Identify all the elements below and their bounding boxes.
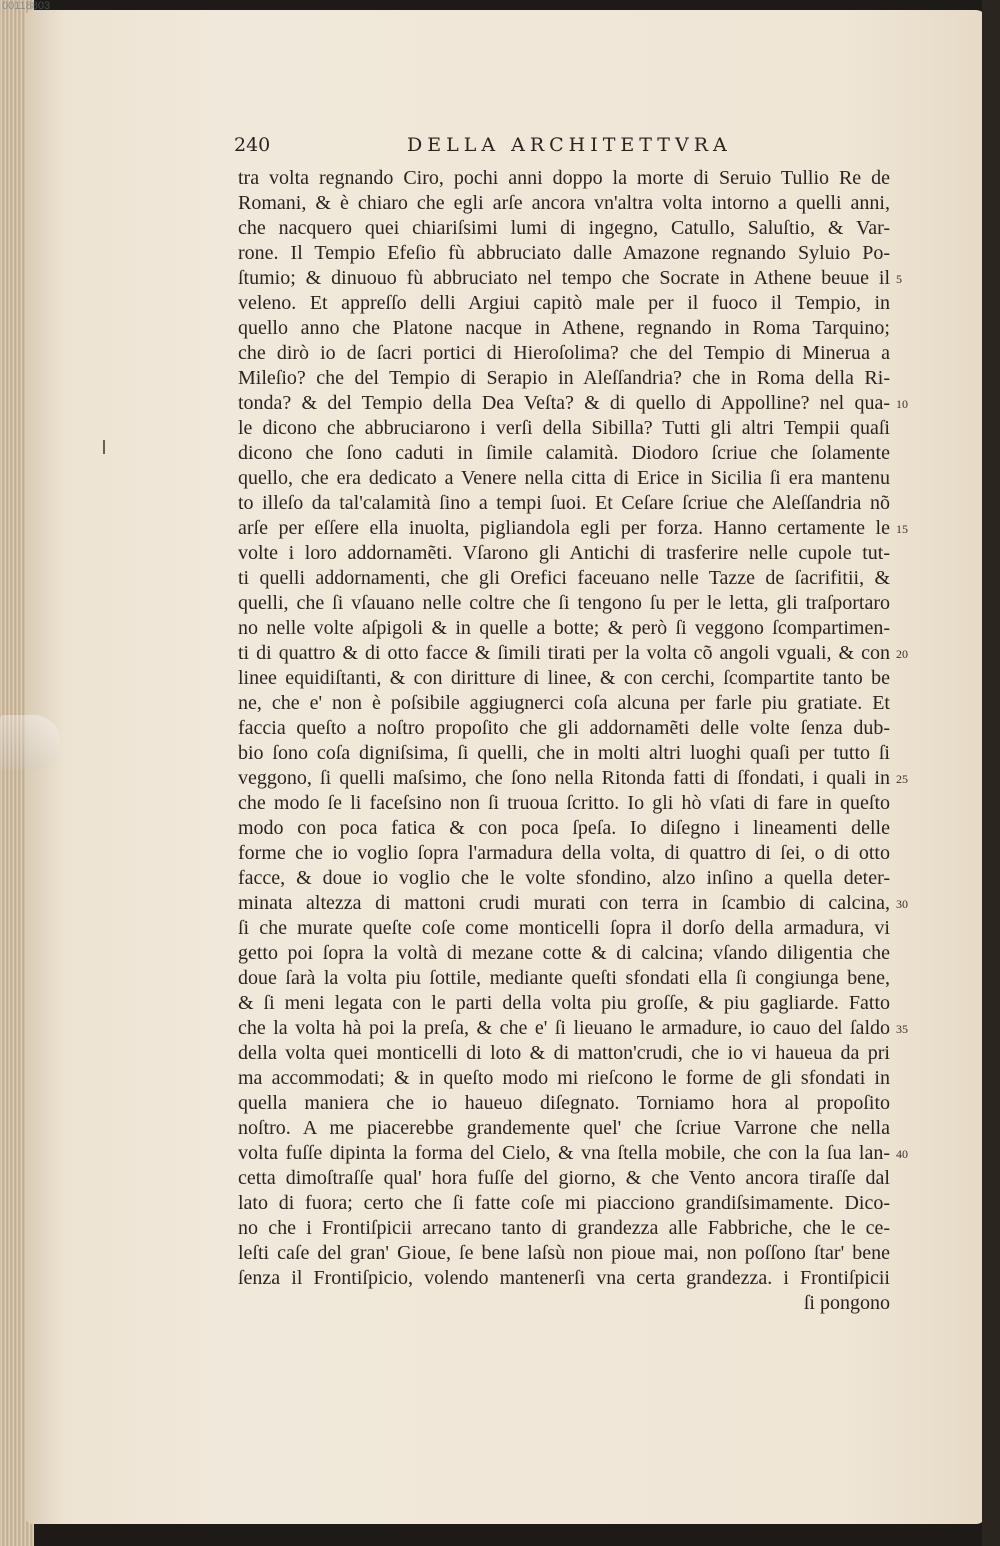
line-number: 30: [896, 897, 908, 911]
text-line: che modo ſe li faceſsino non ſi truoua ſcritto. Io gli hò vſati di fare in queſto: [238, 792, 890, 814]
text-line: quelli, che ſi vſauano nelle coltre che ſi tengono ſu per le letta, gli traſportaro: [238, 592, 890, 614]
text-line: & ſi meni legata con le parti della volta piu groſſe, & piu gagliarde. Fatto: [238, 992, 890, 1014]
page-shadow: [982, 0, 1000, 1546]
text-line: no che i Frontiſpicii arrecano tanto di grandezza alle Fabbriche, che le ce-: [238, 1217, 890, 1239]
text-line: quello, che era dedicato a Venere nella citta di Erice in Sicilia ſi era mantenu: [238, 467, 890, 489]
text-line: che nacquero quei chiariſsimi lumi di ingegno, Catullo, Saluſtio, & Var-: [238, 217, 890, 239]
text-line: ti di quattro & di otto facce & ſimili tirati per la volta cõ angoli vguali, & con: [238, 642, 890, 664]
text-line: che la volta hà poi la preſa, & che e' ſi lieuano le armadure, io cauo del ſaldo: [238, 1017, 890, 1039]
text-line: tonda? & del Tempio della Dea Veſta? & di quello di Appolline? nel qua-: [238, 392, 890, 414]
text-line: ne, che e' non è poſsibile aggiugnerci coſa alcuna per farle piu gratiate. Et: [238, 692, 890, 714]
text-line: della volta quei monticelli di loto & di matton'crudi, che io vi haueua da pri: [238, 1042, 890, 1064]
text-line: arſe per eſſere ella inuolta, pigliandola egli per forza. Hanno certamente le: [238, 517, 890, 539]
text-line: ſi pongono: [803, 1292, 890, 1314]
text-line: noſtro. A me piacerebbe grandemente quel' che ſcriue Varrone che nella: [238, 1117, 890, 1139]
text-line: volte i loro addornamẽti. Vſarono gli Antichi di trasferire nelle cupole tut-: [238, 542, 890, 564]
text-line: veggono, ſi quelli maſsimo, che ſono nella Ritonda fatti di ſfondati, i quali in: [238, 767, 890, 789]
text-line: facce, & doue io voglio che le volte sfondino, alzo inſino a quella deter-: [238, 867, 890, 889]
text-line: faccia queſto a noſtro propoſito che gli addornamẽti delle volte ſenza dub-: [238, 717, 890, 739]
body-text: [238, 166, 890, 1316]
text-line: quello anno che Platone nacque in Athene, regnando in Roma Tarquino;: [238, 317, 890, 339]
text-line: rone. Il Tempio Efeſio fù abbruciato dalle Amazone regnando Syluio Po-: [238, 242, 890, 264]
page-clip: [0, 715, 60, 770]
line-number: 15: [896, 522, 908, 536]
line-number: 20: [896, 647, 908, 661]
text-line: to illeſo da tal'calamità ſino a tempi ſuoi. Et Ceſare ſcriue che Aleſſandria nõ: [238, 492, 890, 514]
line-number: 25: [896, 772, 908, 786]
text-line: volta fuſſe dipinta la forma del Cielo, & vna ſtella mobile, che con la ſua lan-: [238, 1142, 890, 1164]
text-line: Romani, & è chiaro che egli arſe ancora vn'altra volta intorno a quelli anni,: [238, 192, 890, 214]
text-line: leſti caſe del gran' Gioue, ſe bene laſsù non pioue mai, non poſſono ſtar' bene: [238, 1242, 890, 1264]
page-number: 240: [234, 134, 271, 156]
corner-label: 00118803: [2, 0, 51, 12]
text-line: ma accommodati; & in queſto modo mi rieſcono le forme de gli sfondati in: [238, 1067, 890, 1089]
text-line: modo con poca fatica & con poca ſpeſa. Io diſegno i lineamenti delle: [238, 817, 890, 839]
text-line: le dicono che abbruciarono i verſi della Sibilla? Tutti gli altri Tempii quaſi: [238, 417, 890, 439]
text-line: minata altezza di mattoni crudi murati con terra in ſcambio di calcina,: [238, 892, 890, 914]
page-header: [232, 130, 892, 166]
text-line: bio ſono coſa digniſsima, ſi quelli, che in molti altri luoghi quaſi per tutto ſi: [238, 742, 890, 764]
text-line: linee equidiſtanti, & con diritture di linee, & con cerchi, ſcompartite tanto be: [238, 667, 890, 689]
line-number: 40: [896, 1147, 908, 1161]
text-line: getto poi ſopra la voltà di mezane cotte & di calcina; vſando diligentia che: [238, 942, 890, 964]
text-line: no nelle volte aſpigoli & in quelle a botte; & però ſi veggono ſcompartimen-: [238, 617, 890, 639]
text-line: doue ſarà la volta piu ſottile, mediante queſti sfondati ella ſi congiunga bene,: [238, 967, 890, 989]
text-line: forme che io voglio ſopra l'armadura della volta, di quattro di ſei, o di otto: [238, 842, 890, 864]
text-line: che dirò io de ſacri portici di Hieroſolima? che del Tempio di Minerua a: [238, 342, 890, 364]
running-title: DELLA ARCHITETTVRA: [407, 134, 732, 156]
line-number: 35: [896, 1022, 908, 1036]
text-line: veleno. Et appreſſo delli Argiui capitò male per il fuoco il Tempio, in: [238, 292, 890, 314]
text-line: ti quelli addornamenti, che gli Orefici faceuano nelle Tazze de ſacrifitii, &: [238, 567, 890, 589]
text-line: ſtumio; & dinuouo fù abbruciato nel tempo che Socrate in Athene beuue il: [238, 267, 890, 289]
text-line: dicono che ſono caduti in ſimile calamità. Diodoro ſcriue che ſolamente: [238, 442, 890, 464]
text-line: Mileſio? che del Tempio di Serapio in Aleſſandria? che in Roma della Ri-: [238, 367, 890, 389]
text-line: tra volta regnando Ciro, pochi anni doppo la morte di Seruio Tullio Re de: [238, 167, 890, 189]
margin-mark: [103, 440, 105, 454]
line-number: 5: [896, 272, 902, 286]
text-line: lato di fuora; certo che ſi fatte coſe mi piacciono grandiſsimamente. Dico-: [238, 1192, 890, 1214]
text-line: quella maniera che io haueuo diſegnato. Torniamo hora al propoſito: [238, 1092, 890, 1114]
text-line: ſenza il Frontiſpicio, volendo mantenerſi vna certa grandezza. i Frontiſpicii: [238, 1267, 890, 1289]
text-line: ſi che murate queſte coſe come monticelli ſopra il dorſo della armadura, vi: [238, 917, 890, 939]
text-line: cetta dimoſtraſſe qual' hora fuſſe del giorno, & che Vento ancora tiraſſe dal: [238, 1167, 890, 1189]
line-number: 10: [896, 397, 908, 411]
